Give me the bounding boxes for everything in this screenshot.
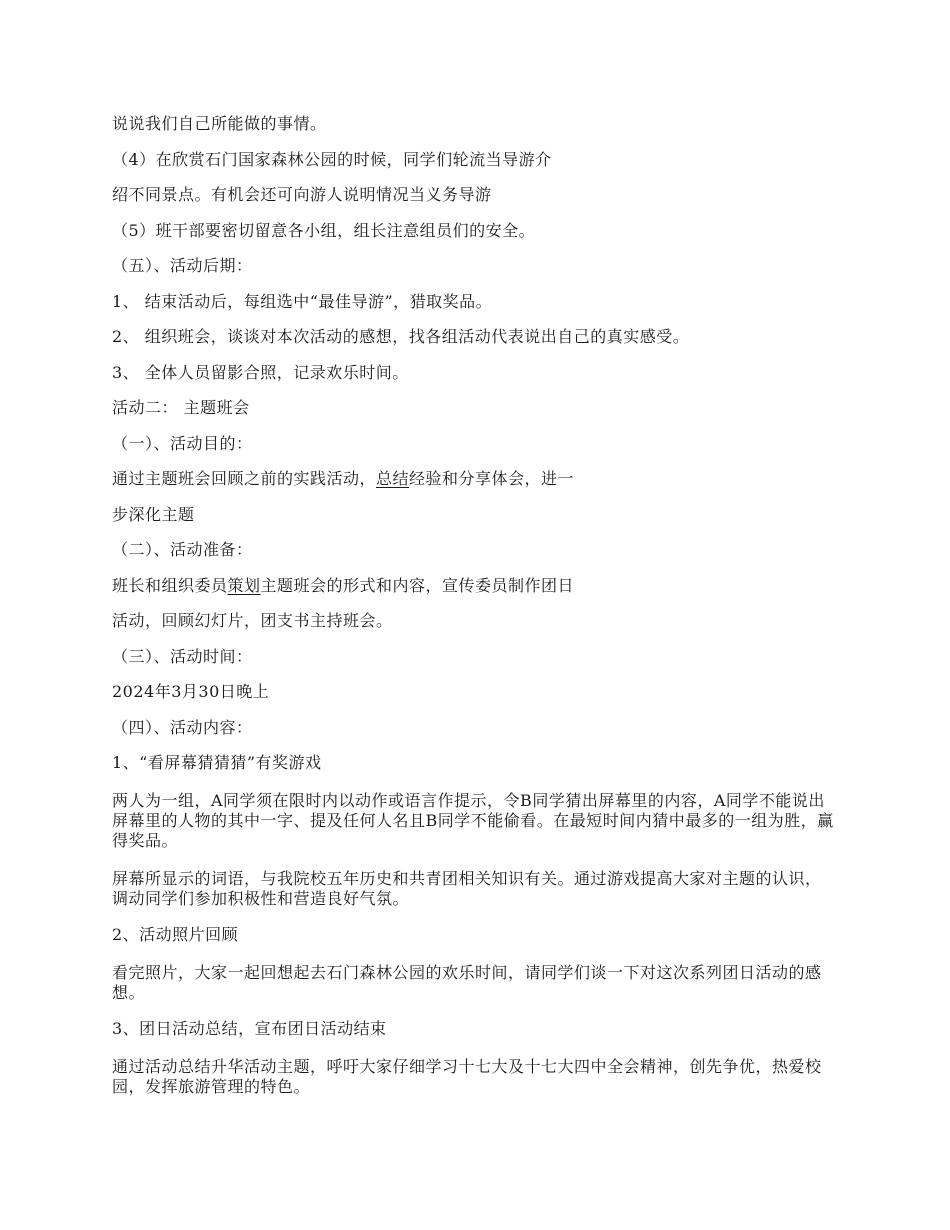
item-title: 2、活动照片回顾 <box>112 925 239 944</box>
section-heading: （五）、活动后期： <box>112 256 253 275</box>
section-heading: （三）、活动时间： <box>112 647 253 666</box>
list-item: 3、 全体人员留影合照，记录欢乐时间。 <box>112 363 409 382</box>
summary-link[interactable]: 总结 <box>376 469 410 488</box>
text-line: 活动，回顾幻灯片，团支书主持班会。 <box>112 611 393 630</box>
text-line: （5）班干部要密切留意各小组，组长注意组员们的安全。 <box>112 221 536 240</box>
plan-link[interactable]: 策划 <box>227 576 261 595</box>
text-line: （4）在欣赏石门国家森林公园的时候，同学们轮流当导游介 <box>112 150 552 169</box>
list-item: 1、 结束活动后，每组选中“最佳导游”，猎取奖品。 <box>112 292 493 311</box>
paragraph: 两人为一组，A同学须在限时内以动作或语言作提示，令B同学猜出屏幕里的内容，A同学不能说出屏幕里的人物的其中一字、提及任何人名且B同学不能偷看。在最短时间内猜中最多的一组为胜，赢得奖品。 <box>112 791 834 850</box>
paragraph: 看完照片，大家一起回想起去石门森林公园的欢乐时间，请同学们谈一下对这次系列团日活动的感想。 <box>112 963 822 1002</box>
activity-time: 2024年3月30日晚上 <box>112 682 270 701</box>
text-line: 绍不同景点。有机会还可向游人说明情况当义务导游 <box>112 185 492 204</box>
purpose-line: 通过主题班会回顾之前的实践活动，总结经验和分享体会，进一 <box>112 469 575 488</box>
item-title: 1、“看屏幕猜猜猜”有奖游戏 <box>112 753 322 772</box>
text-line: 说说我们自己所能做的事情。 <box>112 114 327 133</box>
paragraph: 屏幕所显示的词语，与我院校五年历史和共青团相关知识有关。通过游戏提高大家对主题的认识，调动同学们参加积极性和营造良好气氛。 <box>112 869 822 908</box>
activity-heading: 活动二： 主题班会 <box>112 398 250 417</box>
paragraph: 通过活动总结升华活动主题，呼吁大家仔细学习十七大及十七大四中全会精神，创先争优，热爱校园，发挥旅游管理的特色。 <box>112 1057 822 1096</box>
section-heading: （二）、活动准备： <box>112 540 253 559</box>
prep-line: 班长和组织委员策划主题班会的形式和内容，宣传委员制作团日 <box>112 576 575 595</box>
section-heading: （一）、活动目的： <box>112 434 253 453</box>
section-heading: （四）、活动内容： <box>112 718 253 737</box>
item-title: 3、团日活动总结，宣布团日活动结束 <box>112 1019 387 1038</box>
list-item: 2、 组织班会，谈谈对本次活动的感想，找各组活动代表说出自己的真实感受。 <box>112 327 690 346</box>
text-line: 步深化主题 <box>112 505 195 524</box>
